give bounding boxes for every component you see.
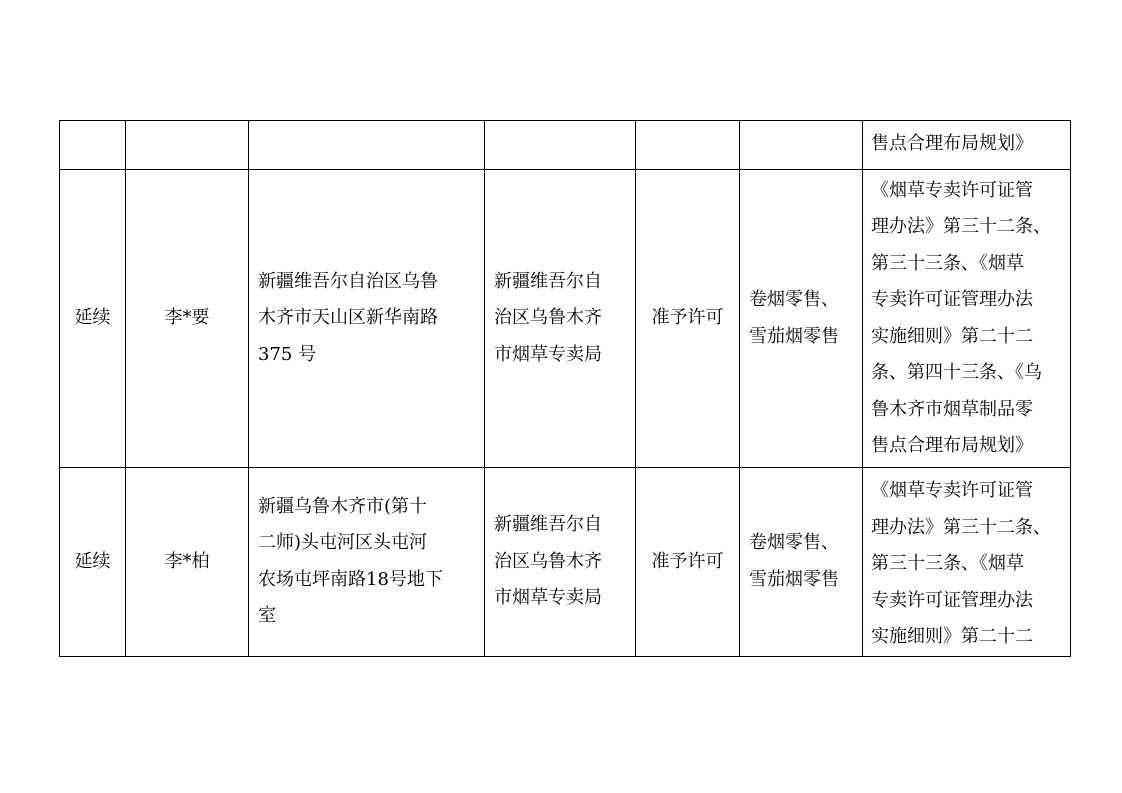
table-row <box>60 121 1071 170</box>
address-cell <box>249 121 485 170</box>
applicant-name: 李*柏 <box>164 550 210 572</box>
license-type: 延续 <box>74 307 111 329</box>
applicant-name: 李*要 <box>164 307 210 329</box>
scope-cell <box>740 170 863 468</box>
applicant-name-cell <box>126 121 249 170</box>
license-table <box>59 120 1071 657</box>
decision: 准予许可 <box>651 307 724 329</box>
authority-cell <box>485 121 636 170</box>
license-type-cell <box>60 170 126 468</box>
business-address: 新疆乌鲁木齐市(第十 二师)头屯河区头屯河 农场屯坪南路18号地下 室 <box>258 495 443 627</box>
legal-basis: 售点合理布局规划》 <box>871 132 1033 154</box>
issuing-authority: 新疆维吾尔自 治区乌鲁木齐 市烟草专卖局 <box>494 270 602 365</box>
decision: 准予许可 <box>651 550 724 572</box>
legal-basis-cell <box>863 121 1071 170</box>
table-row <box>60 468 1071 657</box>
license-type-cell <box>60 468 126 657</box>
legal-basis-cell <box>863 468 1071 657</box>
table-row <box>60 170 1071 468</box>
authority-cell <box>485 170 636 468</box>
decision-cell <box>636 468 740 657</box>
legal-basis: 《烟草专卖许可证管 理办法》第三十二条、 第三十三条、《烟草 专卖许可证管理办法 实施细则》第二十二 条、第四十三条、《乌 鲁木齐市烟草制品零 售点合理布局规划》 <box>871 179 1051 456</box>
applicant-name-cell <box>126 170 249 468</box>
address-cell <box>249 468 485 657</box>
license-scope: 卷烟零售、 雪茄烟零售 <box>749 532 839 590</box>
license-type: 延续 <box>74 550 111 572</box>
legal-basis: 《烟草专卖许可证管 理办法》第三十二条、 第三十三条、《烟草 专卖许可证管理办法 实施细则》第二十二 <box>871 480 1051 647</box>
decision-cell <box>636 121 740 170</box>
scope-cell <box>740 121 863 170</box>
legal-basis-cell <box>863 170 1071 468</box>
business-address: 新疆维吾尔自治区乌鲁 木齐市天山区新华南路 375 号 <box>258 270 438 365</box>
applicant-name-cell <box>126 468 249 657</box>
license-type-cell <box>60 121 126 170</box>
address-cell <box>249 170 485 468</box>
license-scope: 卷烟零售、 雪茄烟零售 <box>749 289 839 347</box>
scope-cell <box>740 468 863 657</box>
decision-cell <box>636 170 740 468</box>
authority-cell <box>485 468 636 657</box>
issuing-authority: 新疆维吾尔自 治区乌鲁木齐 市烟草专卖局 <box>494 514 602 608</box>
